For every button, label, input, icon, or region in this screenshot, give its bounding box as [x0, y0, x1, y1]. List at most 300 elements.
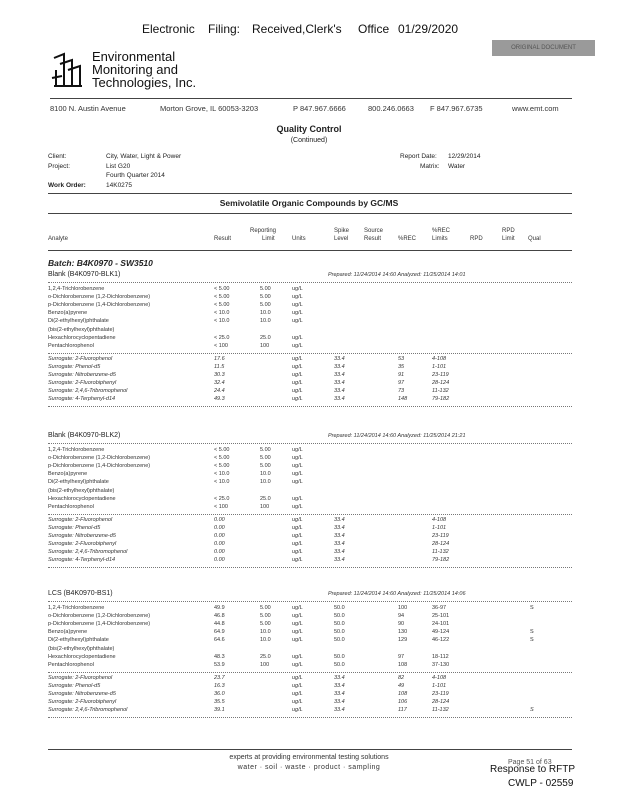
table-row: [48, 662, 572, 670]
cell-qual: S: [530, 605, 534, 611]
cell-limits: 11-132: [432, 707, 449, 714]
cell-units: ug/L: [292, 286, 303, 292]
cell-result: < 25.0: [214, 334, 230, 341]
footer-tagline: experts at providing environmental testing solutions: [229, 754, 389, 761]
cell-analyte: Surrogate: Phenol-d5: [48, 524, 101, 531]
cell-result: 64.9: [214, 629, 225, 636]
table-row: [48, 447, 572, 455]
dotted-divider: [48, 282, 572, 283]
surrogate-row: [48, 541, 572, 549]
surrogate-row: [48, 691, 572, 699]
cell-result: 35.5: [214, 699, 225, 706]
workorder-value: 14K0275: [106, 182, 133, 189]
cell-limits: 46-122: [432, 637, 450, 644]
cell-limit: 10.0: [260, 471, 271, 478]
cell-limits: 1-101: [432, 682, 447, 689]
table-row: [48, 335, 572, 343]
table-row: [48, 613, 572, 621]
project-label: Project:: [48, 163, 71, 170]
dotted-divider: [48, 717, 572, 718]
table-row: [48, 605, 572, 613]
report-date-label: Report Date:: [400, 153, 437, 160]
surrogate-row: [48, 380, 572, 388]
cell-result: 30.3: [214, 372, 225, 378]
surrogate-row: [48, 675, 572, 683]
cell-limit: 5.00: [260, 286, 271, 292]
address-web: www.emt.com: [512, 104, 559, 113]
address-phone: P 847.967.6666: [293, 104, 346, 113]
cell-rec: 82: [398, 674, 405, 681]
cell-spike: 50.0: [334, 613, 345, 620]
cell-rec: 100: [398, 605, 408, 611]
cell-rec: 90: [398, 621, 405, 628]
cell-result: < 100: [214, 503, 228, 510]
cell-rec: 106: [398, 699, 408, 706]
qc-block-prepared: Prepared: 11/24/2014 14:60 Analyzed: 11/25/2014 21:21: [328, 433, 466, 439]
cell-spike: 33.4: [334, 533, 345, 539]
cell-limits: 23-119: [432, 372, 449, 378]
cell-rec: 129: [398, 637, 408, 644]
cell-units: ug/L: [292, 479, 303, 486]
surrogate-row: [48, 364, 572, 372]
cell-analyte: p-Dichlorobenzene (1,4-Dichlorobenzene): [48, 463, 151, 470]
cell-spike: 33.4: [334, 363, 345, 370]
cell-units: ug/L: [292, 310, 303, 317]
cell-limit: 5.00: [260, 613, 271, 620]
cell-limit: 10.0: [260, 310, 271, 317]
cell-units: ug/L: [292, 372, 303, 378]
cell-analyte: Surrogate: 2-Fluorophenol: [48, 674, 113, 681]
cell-units: ug/L: [292, 455, 303, 462]
company-logo-icon: [50, 50, 84, 90]
cell-units: ug/L: [292, 549, 303, 556]
header-rec-limits-2: Limits: [432, 236, 448, 242]
cell-analyte: (bis(2-ethylhexyl)phthalate): [48, 487, 115, 494]
cell-result: 39.1: [214, 707, 225, 714]
cell-rec: 53: [398, 355, 405, 362]
cell-rec: 148: [398, 396, 408, 403]
cell-limits: 23-119: [432, 533, 449, 539]
filing-label: Filing:: [208, 22, 241, 36]
cell-limit: 100: [260, 661, 270, 668]
qc-block-title: Blank (B4K0970-BLK1): [48, 271, 121, 278]
divider: [48, 749, 572, 750]
cell-rec: 117: [398, 707, 407, 714]
table-row: [48, 318, 572, 326]
cell-result: 49.3: [214, 396, 225, 403]
footer-services: water · soil · waste · product · sampling: [237, 764, 381, 771]
cell-result: 46.8: [214, 613, 225, 620]
cell-units: ug/L: [292, 396, 303, 403]
header-result: Result: [214, 236, 232, 242]
header-level: Level: [334, 236, 349, 242]
cell-limit: 10.0: [260, 318, 271, 325]
cell-analyte: o-Dichlorobenzene (1,2-Dichlorobenzene): [48, 613, 151, 620]
surrogate-row: [48, 372, 572, 380]
table-row: [48, 621, 572, 629]
cell-spike: 33.4: [334, 524, 345, 531]
company-line-3: Technologies, Inc.: [92, 75, 197, 90]
cell-rec: 130: [398, 629, 408, 636]
surrogate-row: [48, 396, 572, 404]
header-source-result: Result: [364, 236, 382, 242]
cell-units: ug/L: [292, 302, 303, 309]
address-tollfree: 800.246.0663: [368, 104, 414, 113]
table-row: [48, 629, 572, 637]
cell-spike: 33.4: [334, 516, 345, 523]
cell-result: 16.3: [214, 682, 225, 689]
header-units: Units: [292, 236, 306, 242]
cell-rec: 97: [398, 653, 405, 660]
cell-rec: 108: [398, 661, 408, 668]
cell-spike: 33.4: [334, 549, 345, 556]
cell-limit: 10.0: [260, 637, 271, 644]
cell-spike: 33.4: [334, 691, 345, 697]
cell-limit: 25.0: [260, 653, 271, 660]
cell-result: 32.4: [214, 380, 225, 387]
cell-limits: 11-132: [432, 388, 449, 395]
cell-result: < 25.0: [214, 495, 230, 502]
company-name: [92, 50, 196, 89]
cell-limits: 28-124: [432, 541, 450, 548]
cell-spike: 50.0: [334, 629, 345, 636]
cell-result: 36.0: [214, 691, 225, 697]
table-header: [0, 227, 618, 247]
cell-spike: 50.0: [334, 621, 345, 628]
cell-analyte: p-Dichlorobenzene (1,4-Dichlorobenzene): [48, 621, 151, 628]
cell-limits: 36-97: [432, 605, 447, 611]
cell-result: 0.00: [214, 549, 225, 556]
cell-analyte: Surrogate: 4-Terphenyl-d14: [48, 557, 116, 564]
cell-result: < 100: [214, 342, 228, 349]
cell-units: ug/L: [292, 471, 303, 478]
client-value: City, Water, Light & Power: [106, 153, 182, 160]
header-spike: Spike: [334, 228, 350, 234]
cell-result: 64.6: [214, 637, 225, 644]
header-reporting: Reporting: [250, 228, 277, 234]
cell-limits: 37-130: [432, 661, 450, 668]
cell-analyte: Hexachlorocyclopentadiene: [48, 653, 116, 660]
cell-analyte: o-Dichlorobenzene (1,2-Dichlorobenzene): [48, 455, 151, 462]
bates-number: CWLP - 02559: [508, 778, 574, 789]
company-line-1: Environmental: [92, 49, 176, 64]
cell-units: ug/L: [292, 533, 303, 539]
cell-rec: 73: [398, 388, 405, 395]
cell-limit: 100: [260, 342, 270, 349]
cell-units: ug/L: [292, 334, 303, 341]
address-city: Morton Grove, IL 60053-3203: [160, 104, 259, 113]
cell-rec: 91: [398, 372, 405, 378]
cell-limits: 11-132: [432, 549, 449, 556]
batch-title: Batch: B4K0970 - SW3510: [48, 258, 153, 268]
filing-received: Received,Clerk's: [252, 22, 342, 36]
surrogate-row: [48, 388, 572, 396]
cell-units: ug/L: [292, 318, 303, 325]
cell-analyte: Surrogate: 2-Fluorophenol: [48, 516, 113, 523]
cell-result: < 10.0: [214, 318, 230, 325]
cell-limits: 79-182: [432, 557, 450, 564]
filing-header: [0, 22, 618, 38]
address-fax: F 847.967.6735: [430, 104, 483, 113]
cell-limits: 28-124: [432, 699, 450, 706]
table-row: [48, 294, 572, 302]
table-row: [48, 488, 572, 496]
divider: [50, 98, 572, 99]
cell-limit: 5.00: [260, 463, 271, 470]
table-row: [48, 463, 572, 471]
cell-units: ug/L: [292, 653, 303, 660]
header-qual: Qual: [528, 236, 541, 242]
company-line-2: Monitoring and: [92, 62, 178, 77]
surrogate-row: [48, 533, 572, 541]
table-row: [48, 286, 572, 294]
project-value-2: Fourth Quarter 2014: [106, 172, 165, 179]
cell-analyte: (bis(2-ethylhexyl)phthalate): [48, 326, 115, 333]
cell-units: ug/L: [292, 674, 303, 681]
cell-result: 11.5: [214, 363, 225, 370]
cell-analyte: Surrogate: 4-Terphenyl-d14: [48, 396, 116, 403]
cell-units: ug/L: [292, 707, 303, 714]
cell-units: ug/L: [292, 682, 303, 689]
cell-analyte: Surrogate: 2-Fluorobiphenyl: [48, 541, 117, 548]
cell-result: < 5.00: [214, 294, 230, 301]
cell-analyte: (bis(2-ethylhexyl)phthalate): [48, 645, 115, 652]
table-row: [48, 479, 572, 487]
cell-result: < 10.0: [214, 471, 230, 478]
cell-spike: 33.4: [334, 396, 345, 403]
table-row: [48, 471, 572, 479]
cell-units: ug/L: [292, 691, 303, 697]
cell-limits: 23-119: [432, 691, 449, 697]
filing-electronic: Electronic: [142, 22, 195, 36]
cell-qual: S: [530, 707, 534, 714]
stamp-box: ORIGINAL DOCUMENT: [492, 40, 595, 56]
cell-analyte: Benzo(a)pyrene: [48, 310, 88, 317]
surrogate-row: [48, 525, 572, 533]
cell-result: < 10.0: [214, 310, 230, 317]
table-row: [48, 646, 572, 654]
cell-result: < 5.00: [214, 463, 230, 470]
cell-units: ug/L: [292, 516, 303, 523]
header-source: Source: [364, 228, 384, 234]
cell-result: 48.3: [214, 653, 225, 660]
cell-analyte: Surrogate: Nitrobenzene-d5: [48, 372, 116, 378]
cell-analyte: Surrogate: 2-Fluorophenol: [48, 355, 113, 362]
dotted-divider: [48, 514, 572, 515]
cell-units: ug/L: [292, 613, 303, 620]
header-rpd: RPD: [470, 236, 483, 242]
cell-result: 0.00: [214, 524, 225, 531]
cell-spike: 33.4: [334, 380, 345, 387]
filing-office: Office: [358, 22, 390, 36]
header-rec-limits-1: %REC: [432, 228, 451, 234]
cell-units: ug/L: [292, 447, 303, 453]
cell-units: ug/L: [292, 629, 303, 636]
section-title: Semivolatile Organic Compounds by GC/MS: [219, 198, 399, 208]
cell-units: ug/L: [292, 342, 303, 349]
divider: [48, 193, 572, 194]
dotted-divider: [48, 443, 572, 444]
cell-result: 49.9: [214, 605, 225, 611]
cell-result: < 5.00: [214, 455, 230, 462]
cell-units: ug/L: [292, 621, 303, 628]
cell-result: < 10.0: [214, 479, 230, 486]
cell-limit: 5.00: [260, 302, 271, 309]
cell-limits: 1-101: [432, 524, 447, 531]
cell-rec: 49: [398, 682, 405, 689]
cell-limits: 1-101: [432, 363, 447, 370]
cell-limits: 4-108: [432, 516, 447, 523]
cell-units: ug/L: [292, 363, 303, 370]
cell-analyte: Pentachlorophenol: [48, 661, 94, 668]
cell-limits: 4-108: [432, 355, 447, 362]
cell-units: ug/L: [292, 463, 303, 470]
surrogate-row: [48, 557, 572, 565]
cell-limit: 10.0: [260, 629, 271, 636]
cell-limits: 49-124: [432, 629, 450, 636]
cell-analyte: Hexachlorocyclopentadiene: [48, 334, 116, 341]
divider: [48, 213, 572, 214]
cell-analyte: Benzo(a)pyrene: [48, 629, 88, 636]
cell-spike: 33.4: [334, 682, 345, 689]
surrogate-row: [48, 356, 572, 364]
cell-limit: 100: [260, 503, 270, 510]
cell-analyte: 1,2,4-Trichlorobenzene: [48, 286, 105, 292]
surrogate-row: [48, 707, 572, 715]
dotted-divider: [48, 353, 572, 354]
cell-limits: 28-124: [432, 380, 450, 387]
cell-rec: 108: [398, 691, 408, 697]
cell-units: ug/L: [292, 699, 303, 706]
cell-spike: 33.4: [334, 355, 345, 362]
qc-block-title: Blank (B4K0970-BLK2): [48, 432, 121, 439]
cell-analyte: Di(2-ethylhexyl)phthalate: [48, 318, 109, 325]
cell-rec: 94: [398, 613, 405, 620]
cell-analyte: Surrogate: 2-Fluorobiphenyl: [48, 380, 117, 387]
cell-analyte: Benzo(a)pyrene: [48, 471, 88, 478]
cell-units: ug/L: [292, 388, 303, 395]
dotted-divider: [48, 672, 572, 673]
cell-units: ug/L: [292, 380, 303, 387]
header-rpd-limit-2: Limit: [502, 236, 515, 242]
cell-analyte: Di(2-ethylhexyl)phthalate: [48, 637, 109, 644]
cell-rec: 97: [398, 380, 405, 387]
cell-analyte: p-Dichlorobenzene (1,4-Dichlorobenzene): [48, 302, 151, 309]
surrogate-row: [48, 549, 572, 557]
cell-result: 0.00: [214, 541, 225, 548]
cell-limit: 10.0: [260, 479, 271, 486]
surrogate-row: [48, 683, 572, 691]
filing-date: 01/29/2020: [398, 22, 459, 36]
cell-limits: 24-101: [432, 621, 450, 628]
surrogate-row: [48, 517, 572, 525]
table-row: [48, 310, 572, 318]
matrix-value: Water: [448, 163, 466, 170]
cell-units: ug/L: [292, 524, 303, 531]
dotted-divider: [48, 601, 572, 602]
workorder-label: Work Order:: [48, 182, 86, 189]
cell-units: ug/L: [292, 637, 303, 644]
cell-result: < 5.00: [214, 447, 230, 453]
cell-result: < 5.00: [214, 302, 230, 309]
cell-result: 0.00: [214, 516, 225, 523]
table-row: [48, 654, 572, 662]
table-row: [48, 496, 572, 504]
cell-analyte: Surrogate: Phenol-d5: [48, 363, 101, 370]
cell-result: 53.9: [214, 661, 225, 668]
header-limit: Limit: [262, 236, 275, 242]
cell-limit: 5.00: [260, 621, 271, 628]
page-number: Page 51 of 63: [508, 759, 552, 766]
table-row: [48, 302, 572, 310]
project-value: List G20: [106, 163, 131, 170]
cell-spike: 33.4: [334, 557, 345, 564]
cell-limit: 5.00: [260, 294, 271, 301]
client-label: Client:: [48, 153, 67, 160]
cell-analyte: 1,2,4-Trichlorobenzene: [48, 605, 105, 611]
cell-analyte: Pentachlorophenol: [48, 503, 94, 510]
cell-spike: 50.0: [334, 637, 345, 644]
page-title: Quality Control: [276, 124, 342, 134]
cell-analyte: Surrogate: 2,4,6-Tribromophenol: [48, 707, 128, 714]
cell-limits: 18-112: [432, 653, 449, 660]
divider: [48, 250, 572, 251]
header-analyte: Analyte: [48, 236, 69, 242]
cell-units: ug/L: [292, 605, 303, 611]
cell-spike: 50.0: [334, 653, 345, 660]
cell-spike: 33.4: [334, 699, 345, 706]
response-label: Response to RFTP: [490, 764, 576, 775]
cell-analyte: Surrogate: Nitrobenzene-d5: [48, 533, 116, 539]
cell-analyte: Surrogate: 2,4,6-Tribromophenol: [48, 549, 128, 556]
cell-result: 24.4: [214, 388, 225, 395]
address-street: 8100 N. Austin Avenue: [50, 104, 126, 113]
cell-spike: 33.4: [334, 388, 345, 395]
cell-units: ug/L: [292, 661, 303, 668]
cell-spike: 33.4: [334, 707, 345, 714]
cell-units: ug/L: [292, 541, 303, 548]
surrogate-row: [48, 699, 572, 707]
cell-spike: 50.0: [334, 661, 345, 668]
cell-limit: 25.0: [260, 334, 271, 341]
cell-result: 23.7: [214, 674, 225, 681]
table-row: [48, 504, 572, 512]
cell-units: ug/L: [292, 355, 303, 362]
cell-spike: 50.0: [334, 605, 345, 611]
cell-result: 0.00: [214, 557, 225, 564]
cell-qual: S: [530, 637, 534, 644]
cell-result: < 5.00: [214, 286, 230, 292]
page-subtitle: (Continued): [290, 137, 328, 144]
cell-units: ug/L: [292, 503, 303, 510]
cell-limits: 79-182: [432, 396, 450, 403]
table-row: [48, 327, 572, 335]
header-rec: %REC: [398, 236, 417, 242]
cell-result: 44.8: [214, 621, 225, 628]
cell-spike: 33.4: [334, 674, 345, 681]
table-row: [48, 637, 572, 645]
cell-analyte: Surrogate: 2,4,6-Tribromophenol: [48, 388, 128, 395]
cell-qual: S: [530, 629, 534, 636]
cell-limit: 5.00: [260, 447, 271, 453]
cell-analyte: Surrogate: Phenol-d5: [48, 682, 101, 689]
cell-analyte: Hexachlorocyclopentadiene: [48, 495, 116, 502]
cell-limits: 25-101: [432, 613, 450, 620]
cell-analyte: 1,2,4-Trichlorobenzene: [48, 447, 105, 453]
report-date-value: 12/29/2014: [448, 153, 481, 160]
cell-units: ug/L: [292, 495, 303, 502]
cell-analyte: Di(2-ethylhexyl)phthalate: [48, 479, 109, 486]
